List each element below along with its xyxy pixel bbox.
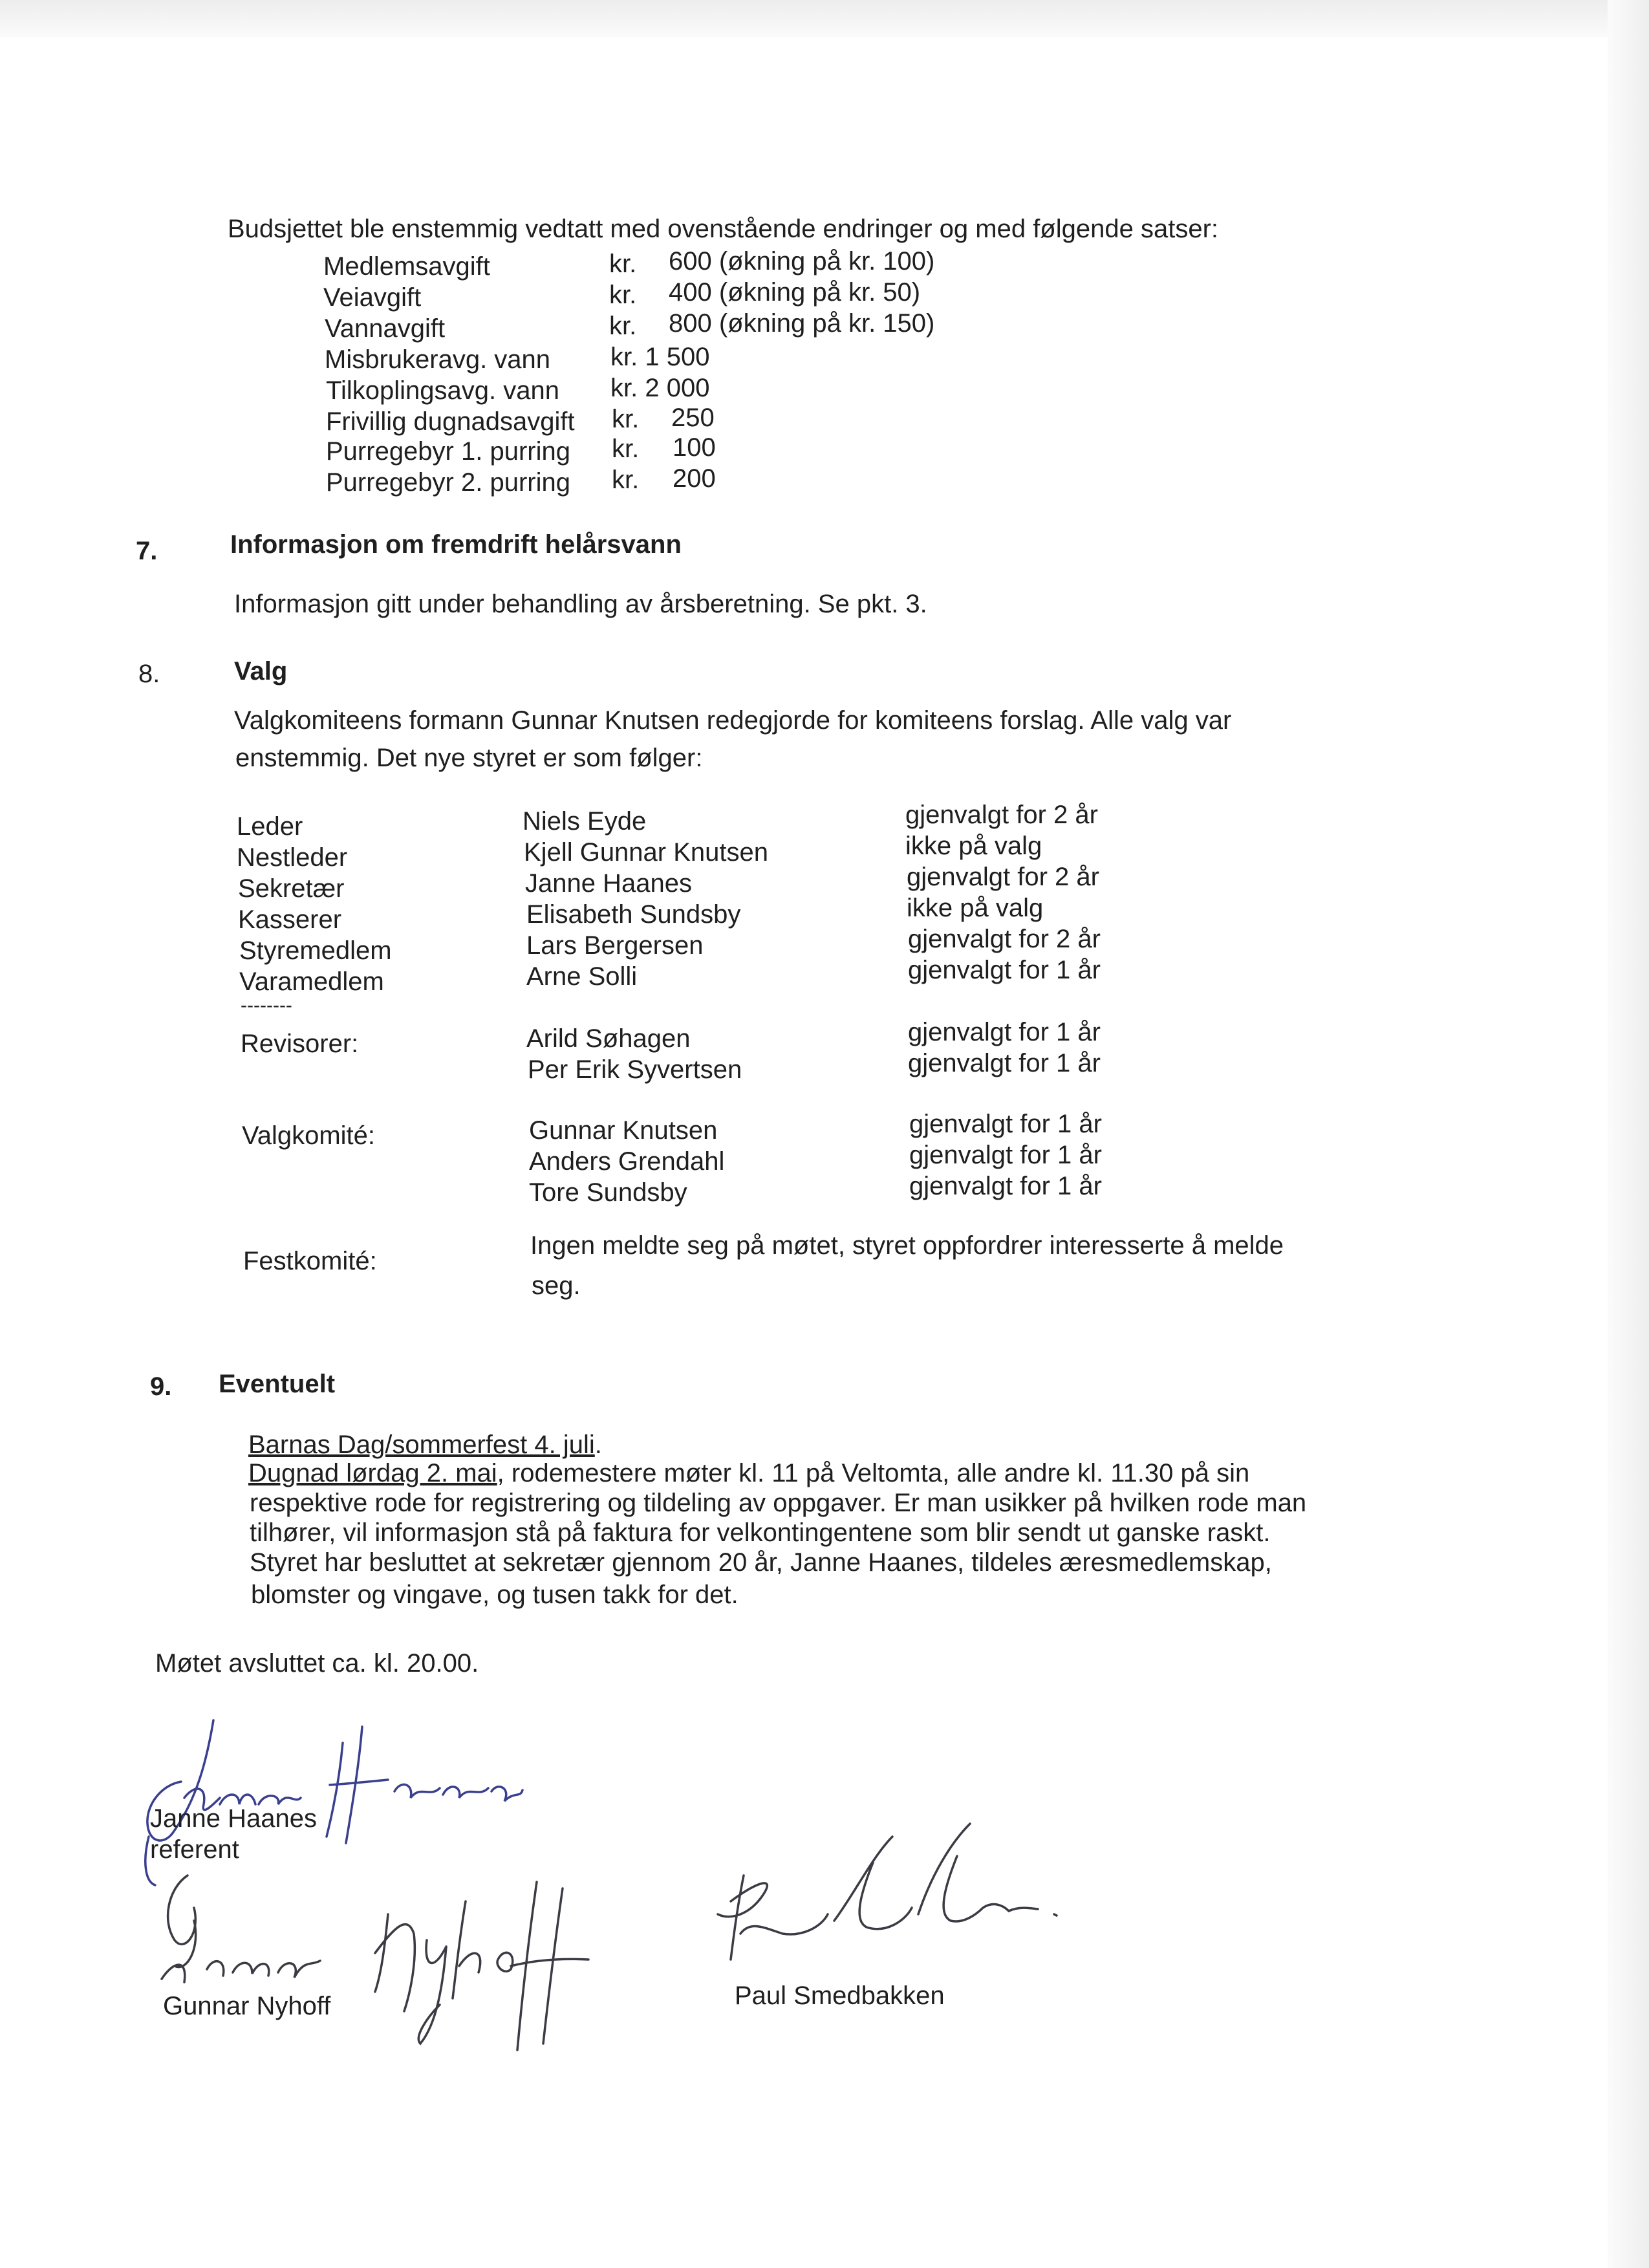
nomination-status: gjenvalgt for 1 år (909, 1172, 1102, 1200)
rate-amount: 600 (økning på kr. 100) (669, 247, 935, 275)
section-9-number: 9. (150, 1372, 172, 1401)
budget-intro: Budsjettet ble enstemmig vedtatt med ovenstående endringer og med følgende satser: (228, 215, 1219, 243)
auditor-status: gjenvalgt for 1 år (908, 1049, 1101, 1077)
nomination-status: gjenvalgt for 1 år (909, 1110, 1102, 1138)
rate-name: Veiavgift (323, 283, 422, 312)
nomination-name: Anders Grendahl (529, 1147, 725, 1176)
party-label: Festkomité: (243, 1247, 377, 1275)
board-name: Arne Solli (526, 962, 638, 991)
auditor-status: gjenvalgt for 1 år (908, 1018, 1101, 1046)
auditor-name: Arild Søhagen (526, 1024, 691, 1053)
rate-kr: kr. (612, 405, 640, 433)
rate-name: Vannavgift (325, 314, 446, 343)
rate-amount: 100 (673, 433, 716, 462)
rate-amount: 200 (673, 464, 716, 493)
section-7-text: Informasjon gitt under behandling av årsberetning. Se pkt. 3. (234, 590, 927, 618)
board-name: Elisabeth Sundsby (526, 900, 741, 929)
board-status: gjenvalgt for 2 år (908, 925, 1101, 953)
rate-kr: kr. 1 500 (610, 343, 710, 371)
referent-name: Janne Haanes (150, 1804, 317, 1833)
eventuelt-line-6: blomster og vingave, og tusen takk for det. (251, 1581, 738, 1609)
rate-name: Frivillig dugnadsavgift (326, 407, 575, 436)
party-text-line-2: seg. (532, 1271, 581, 1300)
board-role: Kasserer (238, 905, 342, 934)
rate-name: Tilkoplingsavg. vann (326, 376, 559, 405)
auditor-name: Per Erik Syvertsen (528, 1055, 742, 1084)
rate-kr: kr. (609, 281, 637, 309)
rate-name: Purregebyr 1. purring (326, 437, 570, 466)
nyhoff-signature-image (149, 1863, 601, 2057)
separator-line: -------- (241, 995, 292, 1016)
signer-2-name: Gunnar Nyhoff (163, 1992, 331, 2020)
board-status: ikke på valg (907, 894, 1044, 922)
signature-stroke (162, 1875, 588, 2050)
rate-name: Misbrukeravg. vann (325, 345, 551, 374)
children-day-period: . (594, 1431, 602, 1459)
board-role: Leder (237, 812, 303, 841)
rate-amount: 400 (økning på kr. 50) (669, 278, 921, 307)
rate-amount: 800 (økning på kr. 150) (669, 309, 935, 338)
nomination-status: gjenvalgt for 1 år (909, 1141, 1102, 1169)
children-day-line (248, 1429, 602, 1460)
board-name: Niels Eyde (523, 807, 647, 836)
section-8-text-line-2: enstemmig. Det nye styret er som følger: (235, 744, 703, 772)
section-9-title: Eventuelt (219, 1370, 336, 1398)
closing-text: Møtet avsluttet ca. kl. 20.00. (155, 1649, 479, 1678)
dugnad-label: Dugnad lørdag 2. mai (248, 1459, 497, 1487)
eventuelt-line-4: tilhører, vil informasjon stå på faktura for velkontingentene som blir sendt ut ganske raskt. (250, 1518, 1271, 1547)
section-7-number: 7. (136, 537, 158, 565)
board-name: Janne Haanes (525, 869, 692, 898)
section-8-number: 8. (138, 660, 160, 688)
rate-kr: kr. (612, 466, 640, 494)
nomination-label: Valgkomité: (242, 1121, 376, 1150)
section-7-title: Informasjon om fremdrift helårsvann (230, 530, 682, 559)
rate-kr: kr. (612, 435, 640, 463)
nomination-name: Tore Sundsby (529, 1178, 687, 1207)
auditors-label: Revisorer: (241, 1030, 359, 1058)
smedbakken-signature-image (705, 1798, 1067, 1979)
board-role: Sekretær (238, 874, 345, 903)
referent-role: referent (150, 1835, 239, 1864)
board-name: Kjell Gunnar Knutsen (524, 838, 769, 867)
signature-stroke (718, 1824, 1057, 1960)
board-role: Varamedlem (239, 967, 384, 996)
rate-name: Purregebyr 2. purring (326, 468, 570, 497)
nomination-name: Gunnar Knutsen (529, 1116, 718, 1145)
rate-kr: kr. (609, 250, 637, 278)
board-role: Styremedlem (239, 936, 392, 965)
board-status: gjenvalgt for 1 år (908, 956, 1101, 984)
board-status: gjenvalgt for 2 år (907, 863, 1099, 891)
board-role: Nestleder (237, 843, 348, 872)
section-8-text-line-1: Valgkomiteens formann Gunnar Knutsen redegjorde for komiteens forslag. Alle valg var (234, 706, 1232, 735)
signer-3-name: Paul Smedbakken (735, 1982, 945, 2010)
children-day-text: Barnas Dag/sommerfest 4. juli (248, 1431, 595, 1459)
board-status: ikke på valg (905, 832, 1042, 860)
eventuelt-line-3: respektive rode for registrering og tildeling av oppgaver. Er man usikker på hvilken rode man (250, 1489, 1307, 1517)
section-8-title: Valg (234, 657, 288, 686)
rate-amount: 250 (671, 404, 715, 432)
board-name: Lars Bergersen (526, 931, 704, 960)
dugnad-line (248, 1458, 1249, 1489)
eventuelt-line-5: Styret har besluttet at sekretær gjennom 20 år, Janne Haanes, tildeles æresmedlemskap, (250, 1548, 1272, 1577)
rate-kr: kr. 2 000 (610, 374, 710, 402)
rate-name: Medlemsavgift (323, 252, 490, 281)
dugnad-rest: , rodemestere møter kl. 11 på Veltomta, alle andre kl. 11.30 på sin (497, 1459, 1250, 1487)
rate-kr: kr. (609, 312, 637, 340)
party-text-line-1: Ingen meldte seg på møtet, styret oppfordrer interesserte å melde (530, 1231, 1284, 1260)
board-status: gjenvalgt for 2 år (905, 801, 1098, 829)
